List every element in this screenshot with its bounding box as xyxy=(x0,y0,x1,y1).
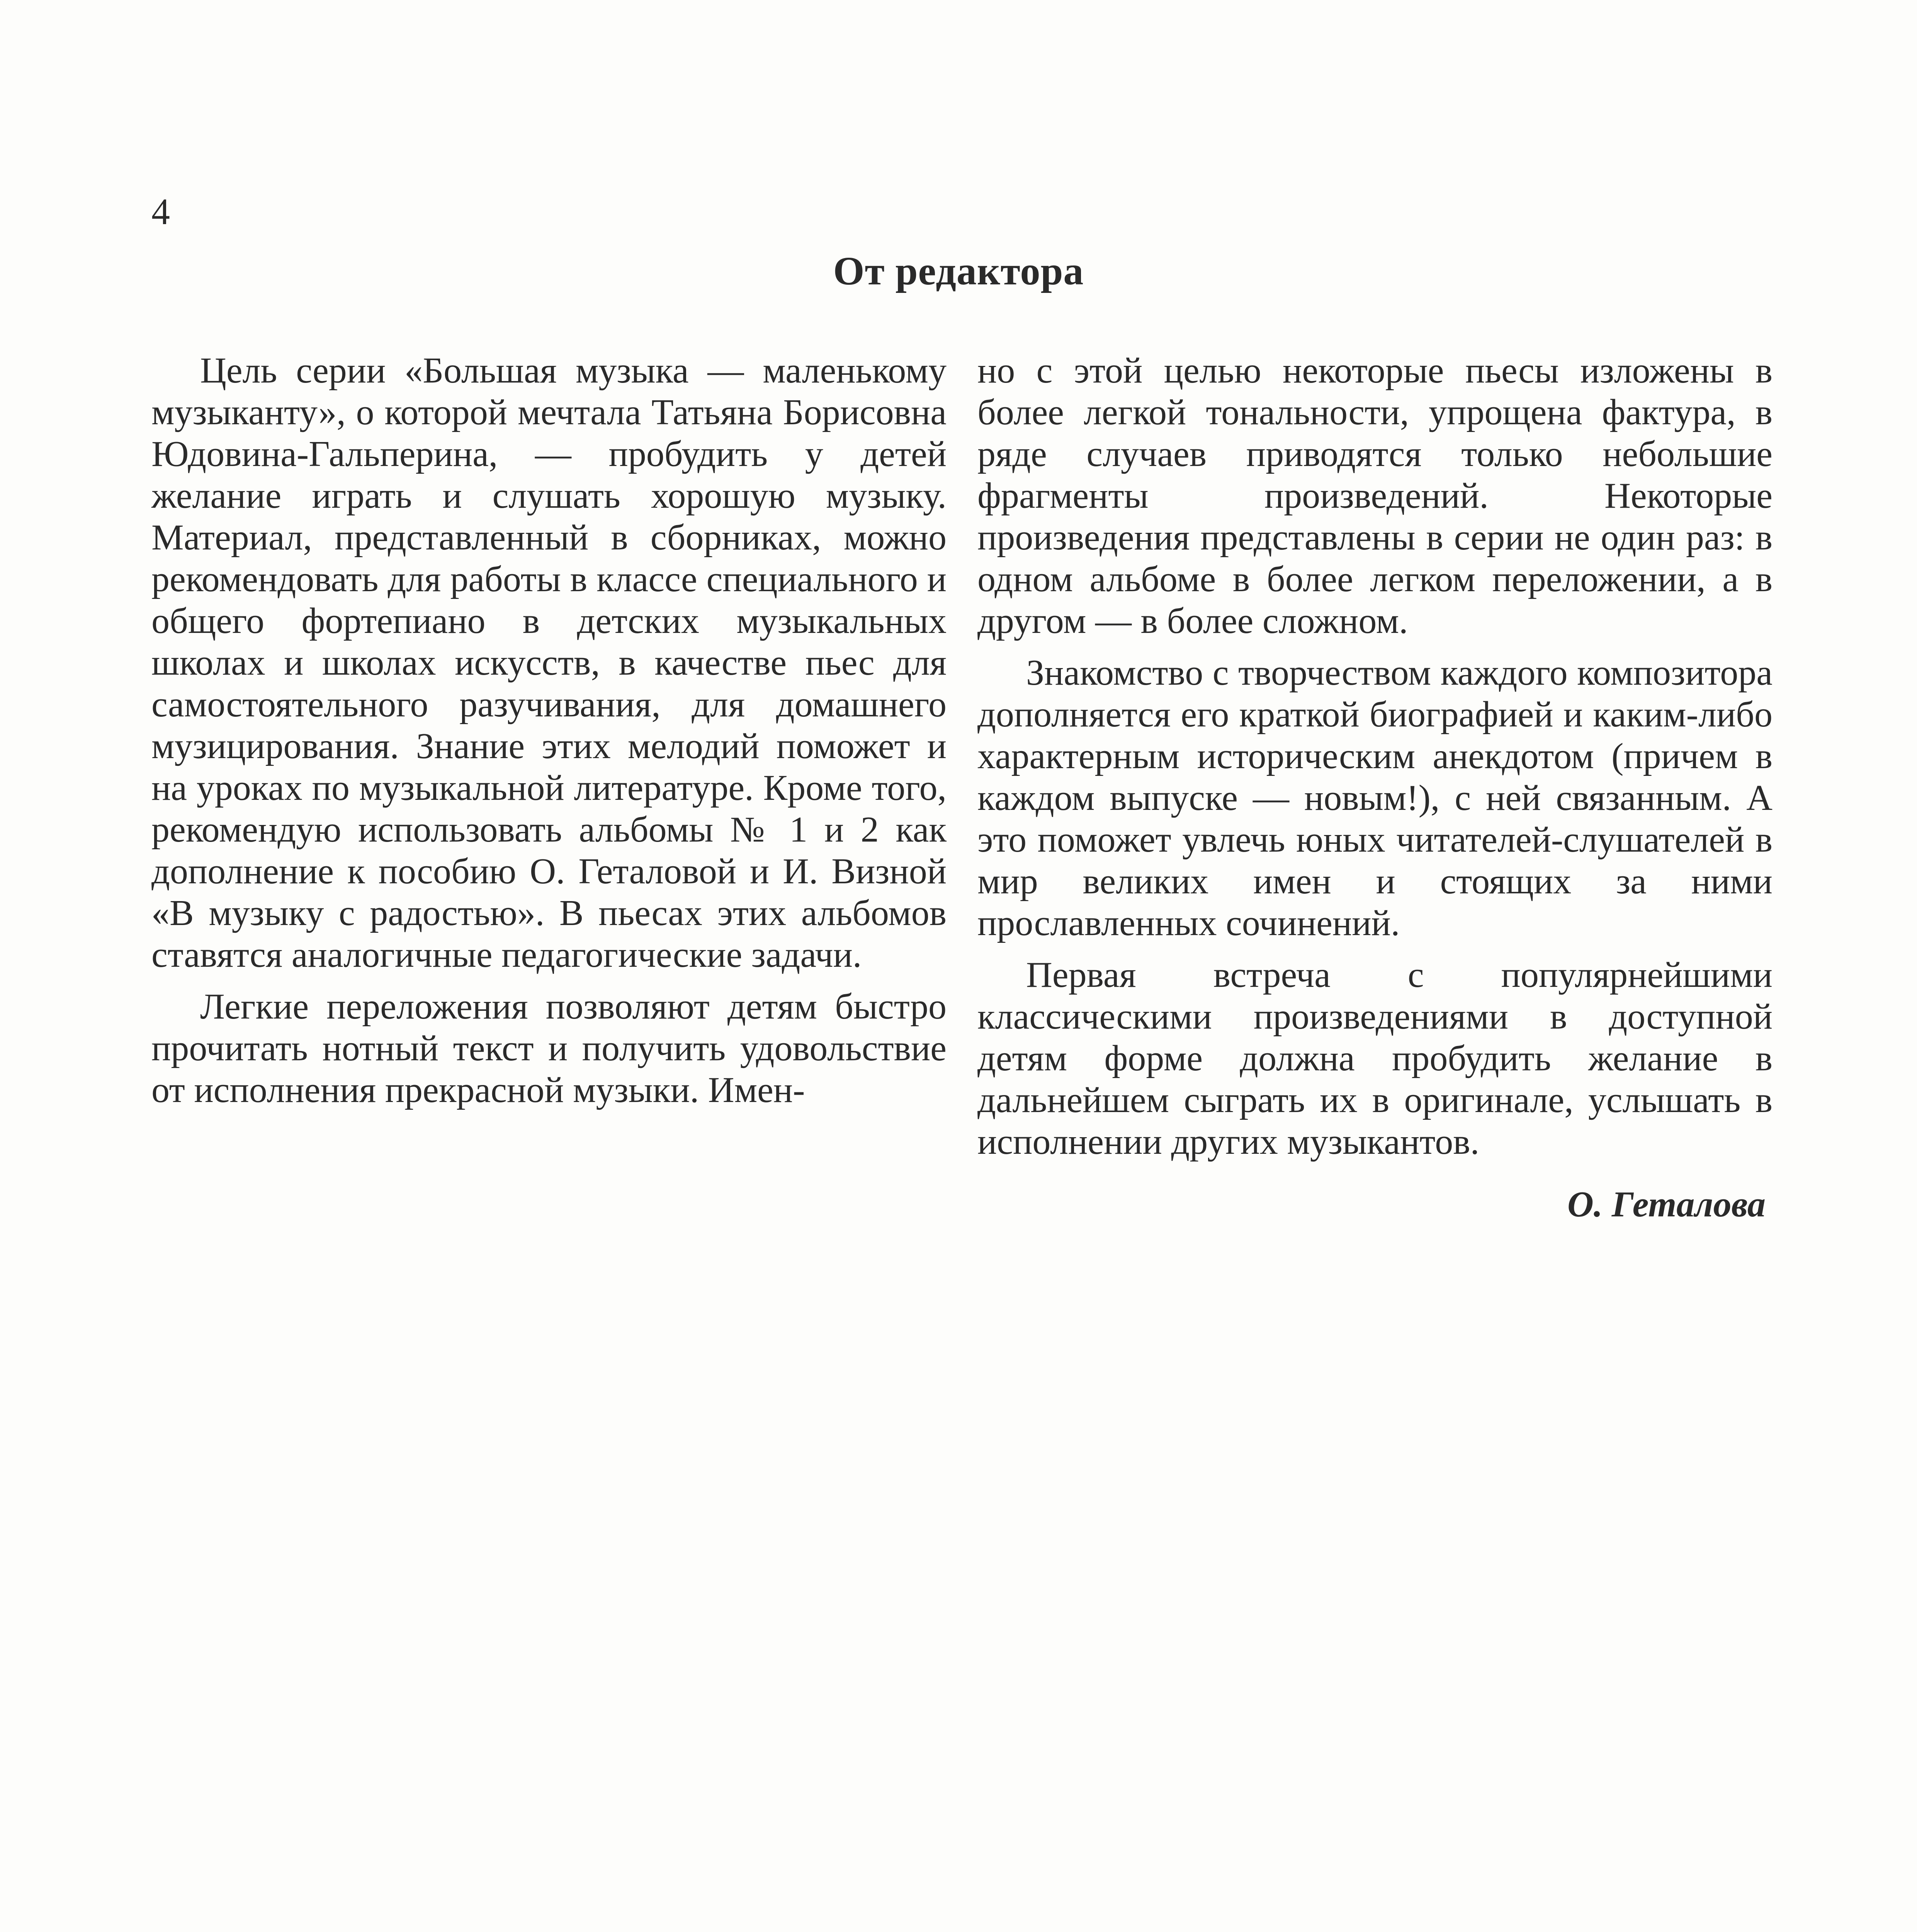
paragraph: Легкие переложения позволяют детям быстро прочитать нотный текст и получить удовольствие от исполнения прекрасной музыки. Имен- xyxy=(151,986,947,1110)
page-title: От редактора xyxy=(833,249,1084,293)
paragraph: Знакомство с творчеством каждого композитора дополняется его краткой биографией и каким-либо характерным историческим анекдотом (причем в каждом выпуске — новым!), с ней связанным. А это поможет увлечь юных читателей-слушателей в мир великих имен и стоящих за ними прославленных сочинений. xyxy=(977,653,1773,943)
page-number: 4 xyxy=(151,191,170,232)
right-column xyxy=(977,350,1773,1163)
paragraph: Первая встреча с популярнейшими классическими произведениями в доступной детям форме должна пробудить желание в дальнейшем сыграть их в оригинале, услышать в исполнении других музыкантов. xyxy=(977,955,1773,1162)
author-signature: О. Геталова xyxy=(1567,1184,1766,1225)
paragraph: но с этой целью некоторые пьесы изложены в более легкой тональности, упрощена фактура, в ряде случаев приводятся только небольшие фрагменты произведений. Некоторые произведения представлены в серии не один раз: в одном альбоме в более легком переложении, а в другом — в более сложном. xyxy=(977,350,1773,641)
paragraph: Цель серии «Большая музыка — маленькому музыканту», о которой мечтала Татьяна Борисовна Юдовина-Гальперина, — пробудить у детей желание играть и слушать хорошую музыку. Материал, представленный в сборниках, можно рекомендовать для работы в классе специального и общего фортепиано в детских музыкальных школах и школах искусств, в качестве пьес для самостоятельного разучивания, для домашнего музицирования. Знание этих мелодий поможет и на уроках по музыкальной литературе. Кроме того, рекомендую использовать альбомы № 1 и 2 как дополнение к пособию О. Геталовой и И. Визной «В музыку с радостью». В пьесах этих альбомов ставятся аналогичные педагогические задачи. xyxy=(151,350,947,975)
left-column xyxy=(151,350,947,1111)
